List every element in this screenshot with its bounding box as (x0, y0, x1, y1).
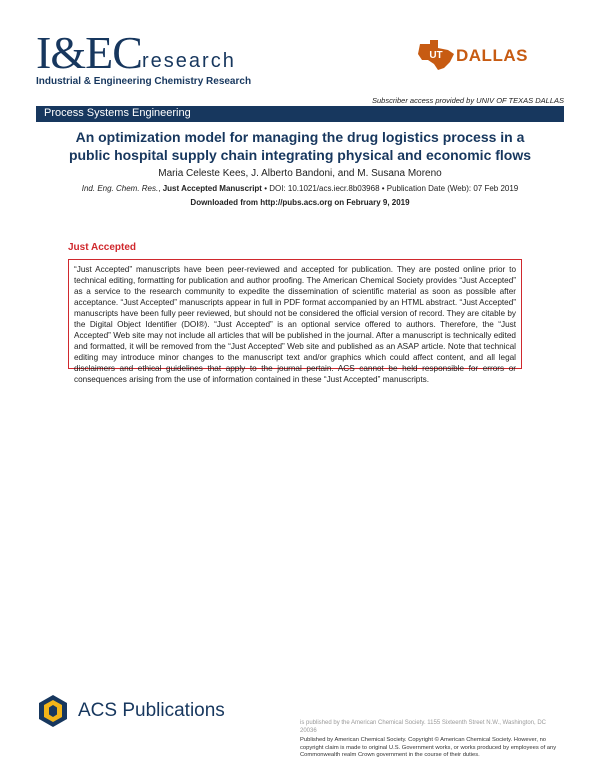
institution-logo-prefix: UT (429, 50, 443, 61)
publisher-copyright: Published by American Chemical Society. Copyright © American Chemical Society. However, no copyright claim is made to original U.S. Government works, or works produced by employees of any Commonwealth realm Crown government in the course of their duties. (300, 737, 557, 758)
just-accepted-box (68, 259, 522, 384)
citation-journal: Ind. Eng. Chem. Res. (81, 184, 159, 193)
section-label: Process Systems Engineering (44, 107, 191, 119)
just-accepted-heading: Just Accepted (68, 242, 136, 253)
institution-logo (416, 38, 566, 74)
journal-logo-subtitle: Industrial & Engineering Chemistry Research (36, 76, 252, 87)
institution-logo-name: DALLAS (456, 46, 528, 65)
article-title-line: public hospital supply chain integrating physical and economic flows (68, 147, 532, 163)
publisher-logo[interactable] (36, 694, 236, 728)
just-accepted-text: “Just Accepted” manuscripts have been peer-reviewed and accepted for publication. They are posted online prior to technical editing, formatting for publication and author proofing. The American Chemical Society provides “Just Accepted” as a service to the research community to expedite the dissemination of scientific material as soon as possible after acceptance. “Just Accepted” manuscripts appear in full in PDF format accompanied by an HTML abstract. “Just Accepted” manuscripts have been fully peer reviewed, but should not be considered the official version of record. They are citable by the Digital Object Identifier (DOI®). “Just Accepted” is an optional service offered to authors. Therefore, the “Just Accepted” Web site may not include all articles that will be published in the journal. After a manuscript is technically edited and formatted, it will be removed from the “Just Accepted” Web site and published as an ASAP article. Note that technical editing may introduce minor changes to the manuscript text and/or graphics which could affect content, and all legal disclaimers and ethical guidelines that apply to the journal pertain. ACS cannot be held responsible for errors or consequences arising from the use of information contained in these “Just Accepted” manuscripts. (74, 265, 516, 384)
download-note[interactable]: Downloaded from http://pubs.acs.org on February 9, 2019 (190, 198, 410, 207)
article-authors: Maria Celeste Kees, J. Alberto Bandoni, and M. Susana Moreno (158, 168, 442, 179)
publisher-name: ACS Publications (78, 700, 225, 721)
journal-logo-main: I&EC (36, 27, 142, 78)
acs-hexagon-icon (36, 694, 70, 728)
article-title (36, 128, 564, 164)
citation-doi-date: • DOI: 10.1021/acs.iecr.8b03968 • Publication Date (Web): 07 Feb 2019 (261, 184, 519, 193)
journal-logo-research: research (142, 50, 236, 72)
citation-status: Just Accepted Manuscript (162, 184, 262, 193)
texas-shape-icon (416, 38, 456, 72)
article-title-line: An optimization model for managing the drug logistics process in a (75, 129, 525, 145)
publisher-address: is published by the American Chemical Society. 1155 Sixteenth Street N.W., Washington, DC 20036 (300, 720, 547, 734)
article-citation: Ind. Eng. Chem. Res., Just Accepted Manuscript • DOI: 10.1021/acs.iecr.8b03968 • Publication Date (Web): 07 Feb 2019 (81, 184, 519, 193)
subscriber-note: Subscriber access provided by UNIV OF TEXAS DALLAS (371, 96, 564, 105)
journal-logo (36, 27, 266, 90)
